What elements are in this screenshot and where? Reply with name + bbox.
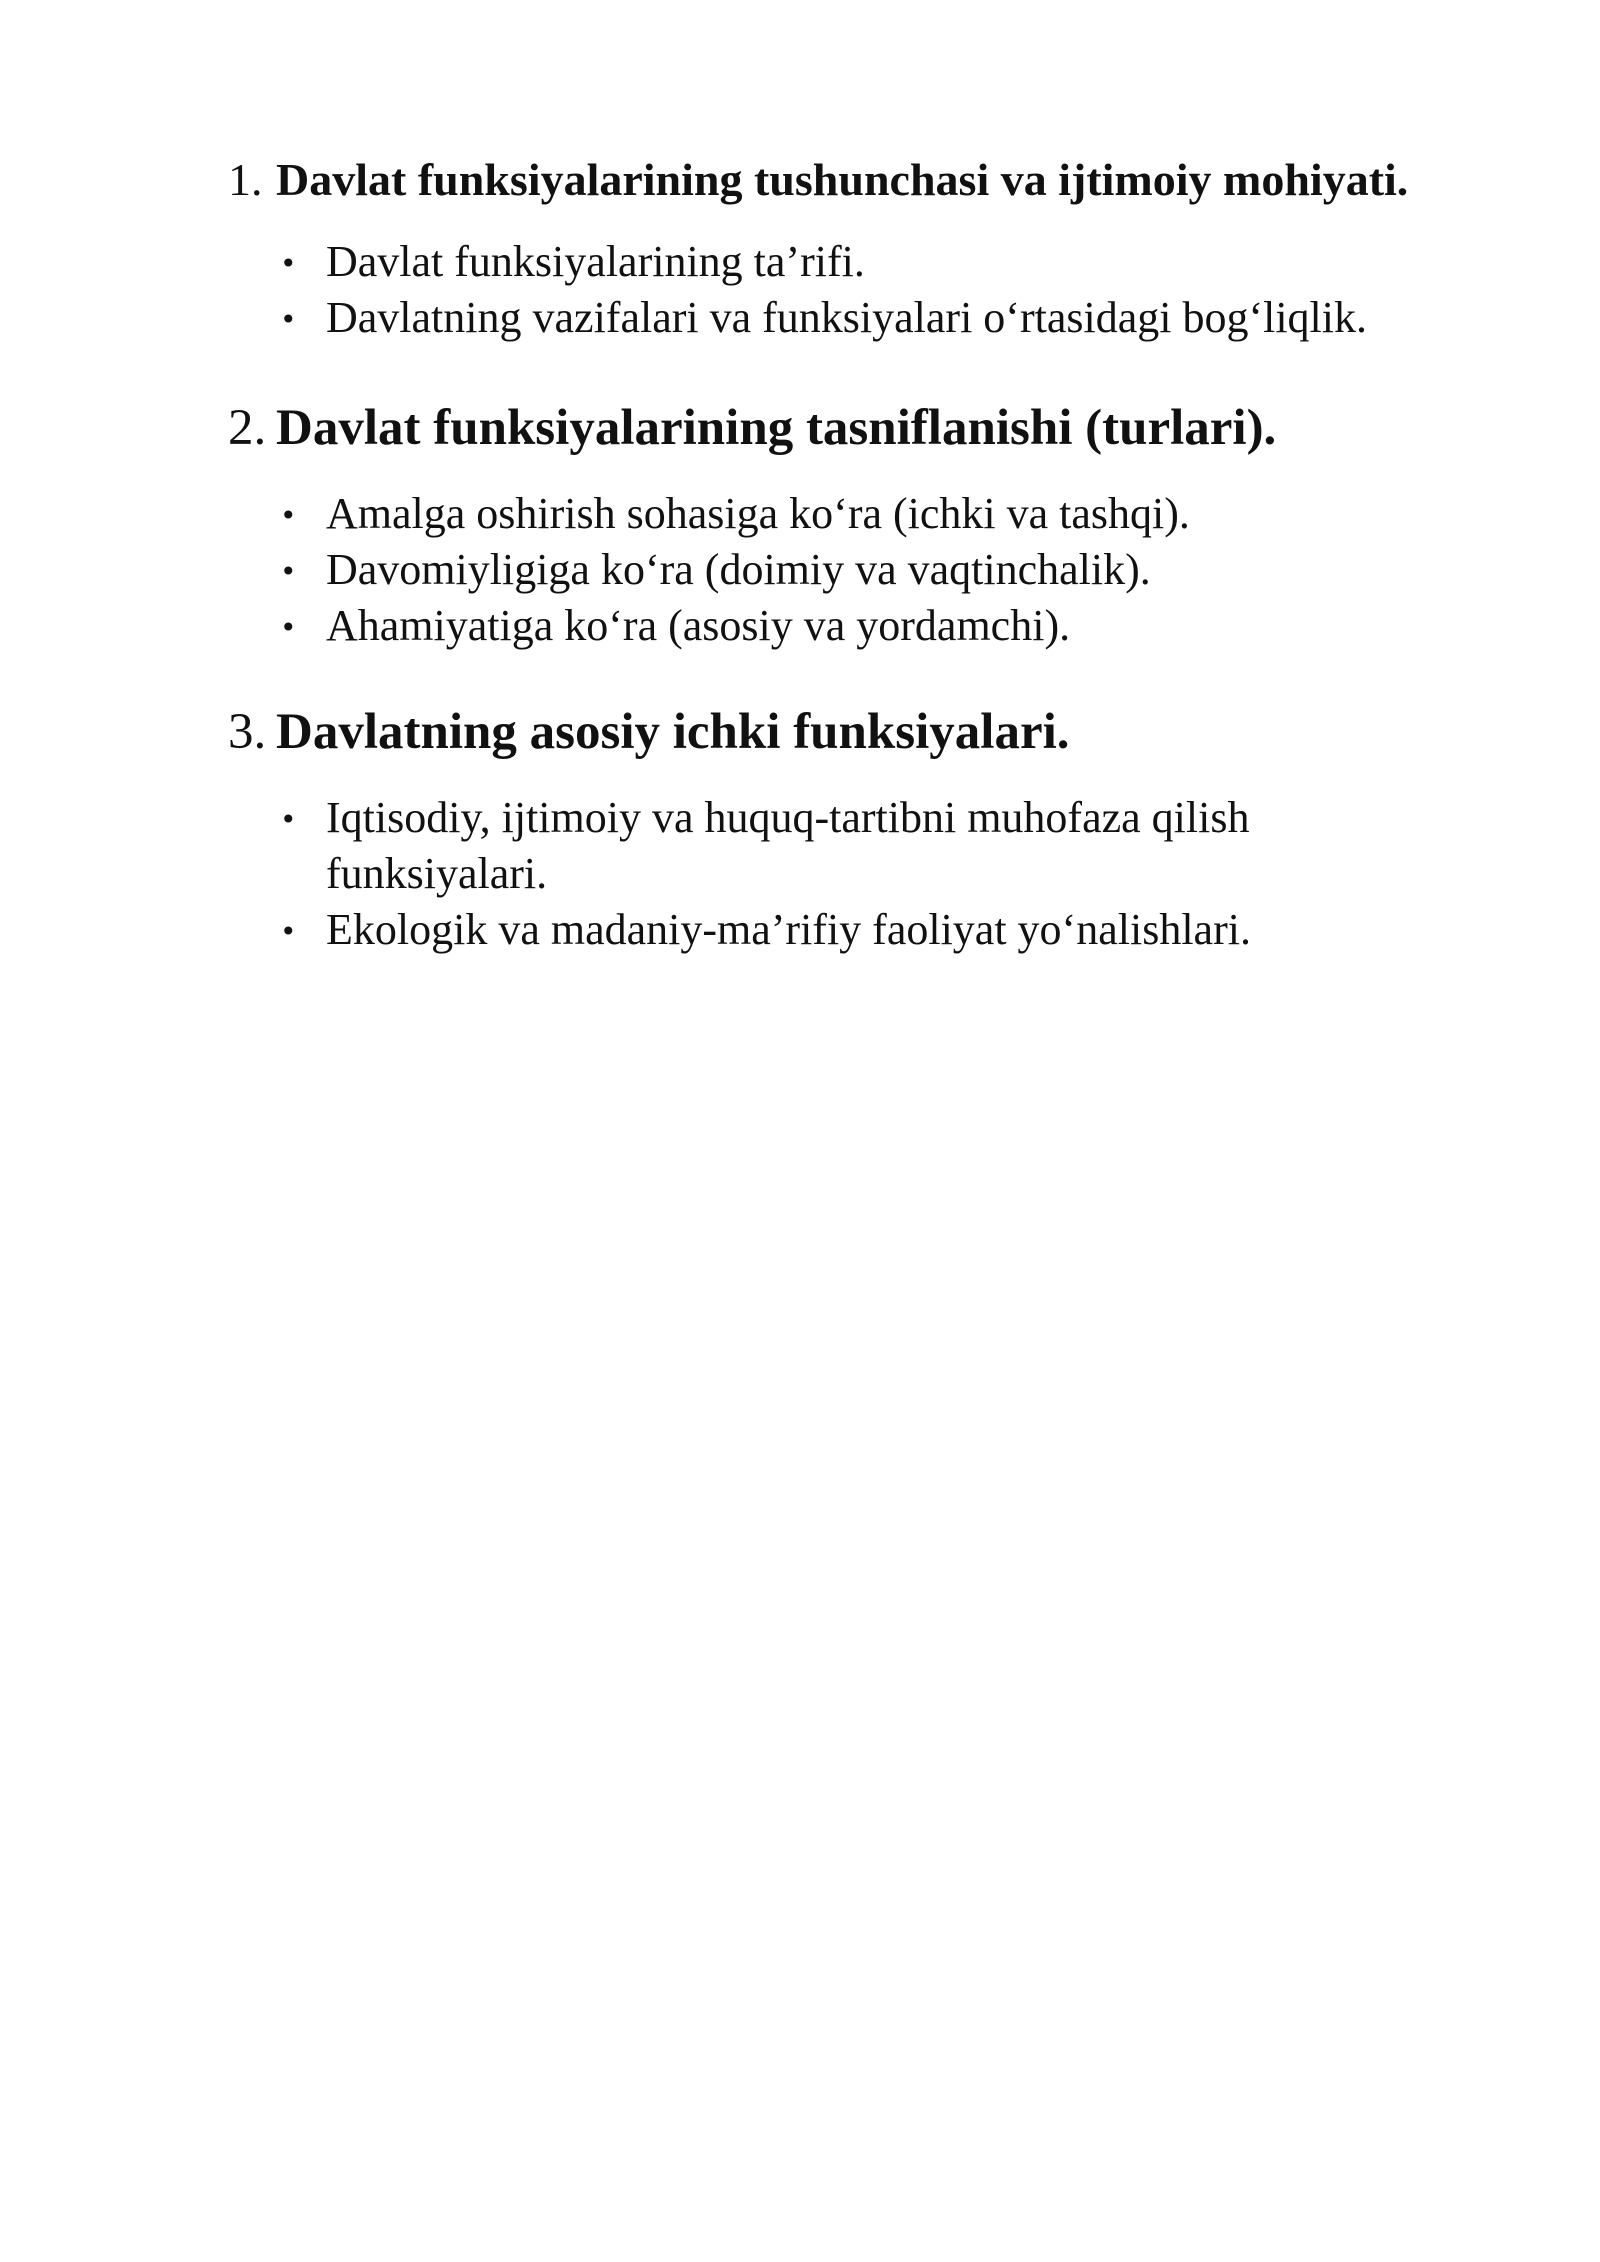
bullet-icon: •	[280, 803, 297, 836]
section-1	[228, 152, 1528, 346]
section-title: Davlat funksiyalarining tasniflanishi (turlari).	[276, 400, 1277, 456]
bullet-icon: •	[280, 499, 297, 532]
list-item-text: Davlat funksiyalarining ta’rifi.	[326, 237, 865, 286]
bullet-icon: •	[280, 303, 297, 336]
list-item-text: Ahamiyatiga ko‘ra (asosiy va yordamchi).	[326, 601, 1071, 650]
list-item	[228, 790, 1466, 902]
bullet-icon: •	[280, 611, 297, 644]
bullet-list	[228, 234, 1528, 346]
bullet-icon: •	[280, 915, 297, 948]
list-item	[228, 598, 1506, 654]
bullet-icon: •	[280, 555, 297, 588]
section-heading	[228, 702, 1528, 762]
section-3	[228, 702, 1528, 958]
section-heading	[228, 152, 1528, 208]
list-item-text: Davomiyligiga ko‘ra (doimiy va vaqtinchalik).	[326, 545, 1151, 594]
list-item-text: Davlatning vazifalari va funksiyalari o‘rtasidagi bog‘liqlik.	[326, 293, 1368, 342]
bullet-list	[228, 486, 1528, 654]
bullet-icon: •	[280, 247, 297, 280]
bullet-list	[228, 790, 1528, 958]
section-2	[228, 398, 1528, 654]
list-item-text: Amalga oshirish sohasiga ko‘ra (ichki va tashqi).	[326, 489, 1190, 538]
list-item-text: Iqtisodiy, ijtimoiy va huquq-tartibni muhofaza qilish funksiyalari.	[326, 793, 1250, 898]
section-title: Davlat funksiyalarining tushunchasi va ijtimoiy mohiyati.	[276, 154, 1409, 205]
list-item	[228, 290, 1506, 346]
section-title: Davlatning asosiy ichki funksiyalari.	[276, 704, 1070, 760]
list-item	[228, 486, 1506, 542]
section-number: 1.	[228, 154, 263, 205]
list-item	[228, 902, 1506, 958]
list-item-text: Ekologik va madaniy-ma’rifiy faoliyat yo‘nalishlari.	[326, 905, 1251, 954]
section-number: 3.	[228, 704, 267, 760]
section-heading	[228, 398, 1528, 458]
section-number: 2.	[228, 400, 267, 456]
list-item	[228, 234, 1506, 290]
list-item	[228, 542, 1506, 598]
